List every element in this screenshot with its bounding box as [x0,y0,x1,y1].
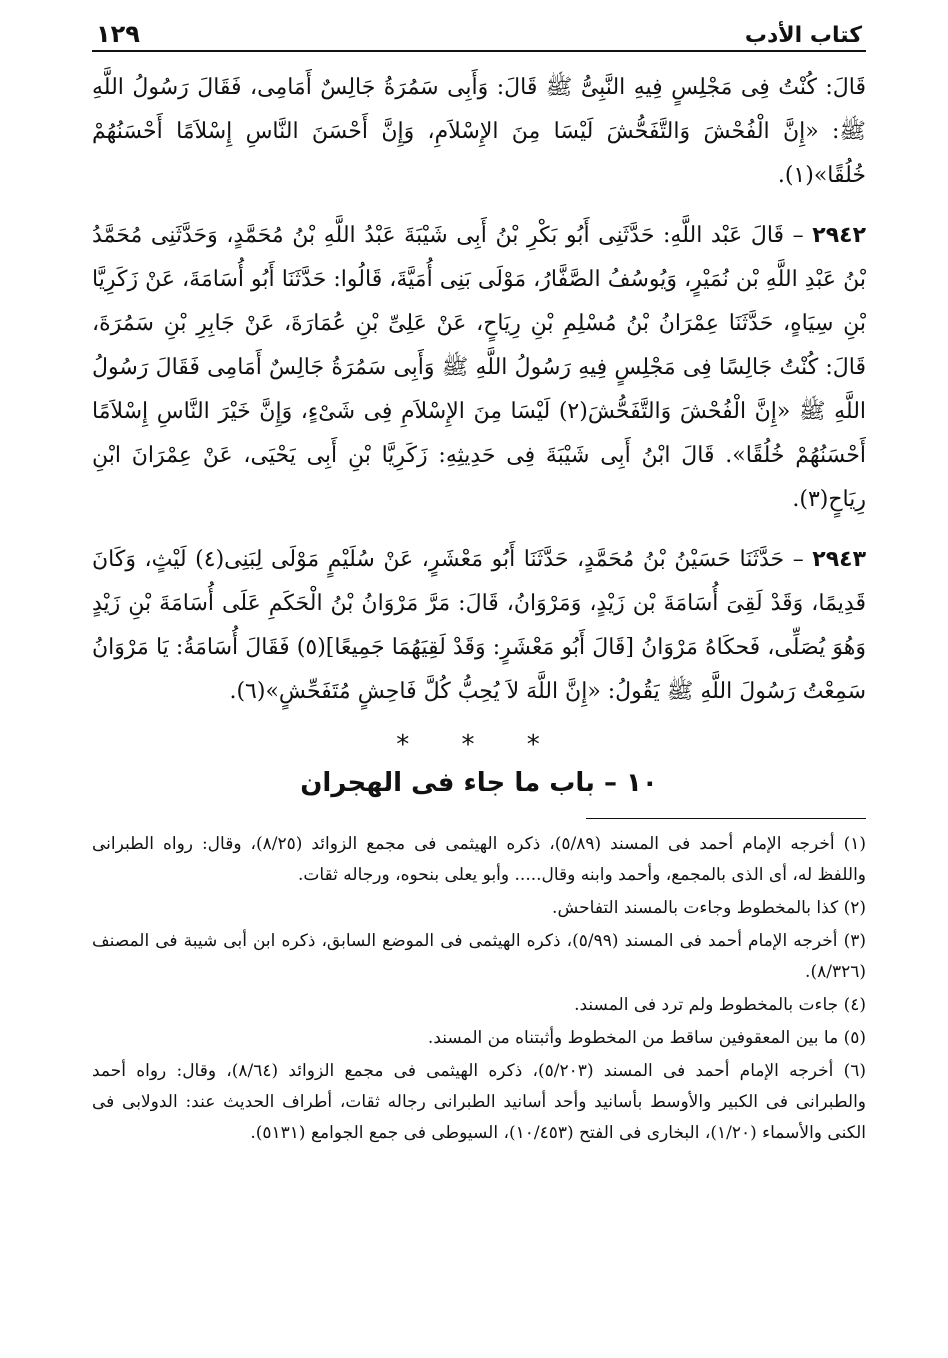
paragraph-text: قَالَ: كُنْتُ فِى مَجْلِسٍ فِيهِ النَّبِىُّ ﷺ قَالَ: وَأَبِى سَمُرَةُ جَالِسٌ أَمَامِى، فَقَالَ رَسُولُ اللَّهِ ﷺ: «إِنَّ الْفُحْشَ وَالتَّفَحُّشَ لَيْسَا مِنَ الإِسْلاَمِ، وَإِنَّ أَحْسَنَ النَّاسِ إِسْلاَمًا أَحْسَنُهُمْ خُلُقًا»(١). [92,75,867,188]
footnote-4: (٤) جاءت بالمخطوط ولم ترد فى المسند. [574,995,866,1015]
footnote-divider [586,818,866,819]
chapter-title: ١٠ – باب ما جاء فى الهجران [300,768,658,798]
hadith-number: ٢٩٤٣ [812,547,866,572]
page-header [92,14,866,52]
paragraph-text: – حَدَّثَنَا حَسَيْنُ بْنُ مُحَمَّدٍ، حَدَّثَنَا أَبُو مَعْشَرٍ، عَنْ سُلَيْمٍ مَوْلَى لِبَنِى(٤) لَيْثٍ، وَكَانَ قَدِيمًا، وَقَدْ لَقِىَ أُسَامَةَ بْن زَيْدٍ، وَمَرْوَانُ، قَالَ: مَرَّ مَرْوَانُ بْنُ الْحَكَمِ عَلَى أُسَامَةَ بْنِ زَيْدٍ وَهُوَ يُصَلِّى، فَحكَاهُ مَرْوَانُ [قَالَ أَبُو مَعْشَرٍ: وَقَدْ لَقِيَهُمَا جَمِيعًا](٥) فَقَالَ أُسَامَةُ: يَا مَرْوَانُ سَمِعْتُ رَسُولَ اللَّهِ ﷺ يَقُولُ: «إِنَّ اللَّهَ لاَ يُحِبُّ كُلَّ فَاحِشٍ مُتَفَحِّشٍ»(٦). [92,547,866,704]
footnote-5: (٥) ما بين المعقوفين ساقط من المخطوط وأثبتناه من المسند. [427,1028,866,1048]
hadith-2942 [92,214,866,522]
footnote-2: (٢) كذا بالمخطوط وجاءت بالمسند التفاحش. [552,898,866,918]
footnotes [92,829,866,1149]
page-number: ١٢٩ [96,20,140,48]
footnote-1: (١) أخرجه الإمام أحمد فى المسند (٥/٨٩)، ذكره الهيثمى فى مجمع الزوائد (٨/٢٥)، وقال: رواه الطبرانى واللفظ له، أى الذى بالمجمع، وأحمد وابنه وقال..... وأبو يعلى بنحوه، ورجاله ثقات. [92,834,866,885]
paragraph-continuation [92,66,866,198]
paragraph-text: – قَالَ عَبْد اللَّهِ: حَدَّثَنِى أَبُو بَكْرِ بْنُ أَبِى شَيْبَةَ عَبْدُ اللَّهِ بْنُ مُحَمَّدٍ، وَحَدَّثَنِى مُحَمَّدُ بْنُ عَبْدِ اللَّهِ بْن نُمَيْرٍ، وَيُوسُفُ الصَّفَّارُ، مَوْلَى بَنِى أُمَيَّةَ، قَالُوا: حَدَّثَنَا أَبُو أُسَامَةَ، عَنْ زَكَرِيَّا بْنِ سِيَاهٍ، حَدَّثَنَا عِمْرَانُ بْنُ مُسْلِمِ بْنِ رِيَاحٍ، عَنْ عَلِىِّ بْنِ عُمَارَةَ، عَنْ جَابِرِ بْنِ سَمُرَةَ، قَالَ: كُنْتُ جَالِسًا فِى مَجْلِسٍ فِيهِ رَسُولُ اللَّهِ ﷺ وَأَبِى سَمُرَةُ جَالِسٌ أَمَامِى فَقَالَ رَسُولُ اللَّهِ ﷺ «إِنَّ الْفُحْشَ وَالتَّفَحُّشَ(٢) لَيْسَا مِنَ الإِسْلاَمِ فِى شَىْءٍ، وَإِنَّ خَيْرَ النَّاسِ إِسْلاَمًا أَحْسَنُهُمْ خُلُقًا». قَالَ ابْنُ أَبِى شَيْبَةَ فِى حَدِيثِهِ: زَكَرِيَّا بْنِ أَبِى يَحْيَى، عَنْ عِمْرَانَ ابْنِ رِيَاحٍ(٣). [92,223,867,512]
hadith-2943 [92,538,866,714]
main-text [92,66,866,714]
hadith-number: ٢٩٤٢ [812,223,866,248]
book-title: كتاب الأدب [744,23,862,48]
footnote-6: (٦) أخرجه الإمام أحمد فى المسند (٥/٢٠٣)، ذكره الهيثمى فى مجمع الزوائد (٨/٦٤)، وقال: رواه أحمد والطبرانى فى الكبير والأوسط بأسانيد وأحد أسانيد الطبرانى رجاله ثقات، أطراف الحديث عند: الدولابى فى الكنى والأسماء (١/٢٠)، البخارى فى الفتح (١٠/٤٥٣)، السيوطى فى جمع الجوامع (٥١٣١). [92,1061,866,1143]
footnote-3: (٣) أخرجه الإمام أحمد فى المسند (٥/٩٩)، ذكره الهيثمى فى الموضع السابق، ذكره ابن أبى شيبة فى المصنف (٨/٣٢٦). [92,931,866,982]
section-separator: * * * [396,730,562,760]
